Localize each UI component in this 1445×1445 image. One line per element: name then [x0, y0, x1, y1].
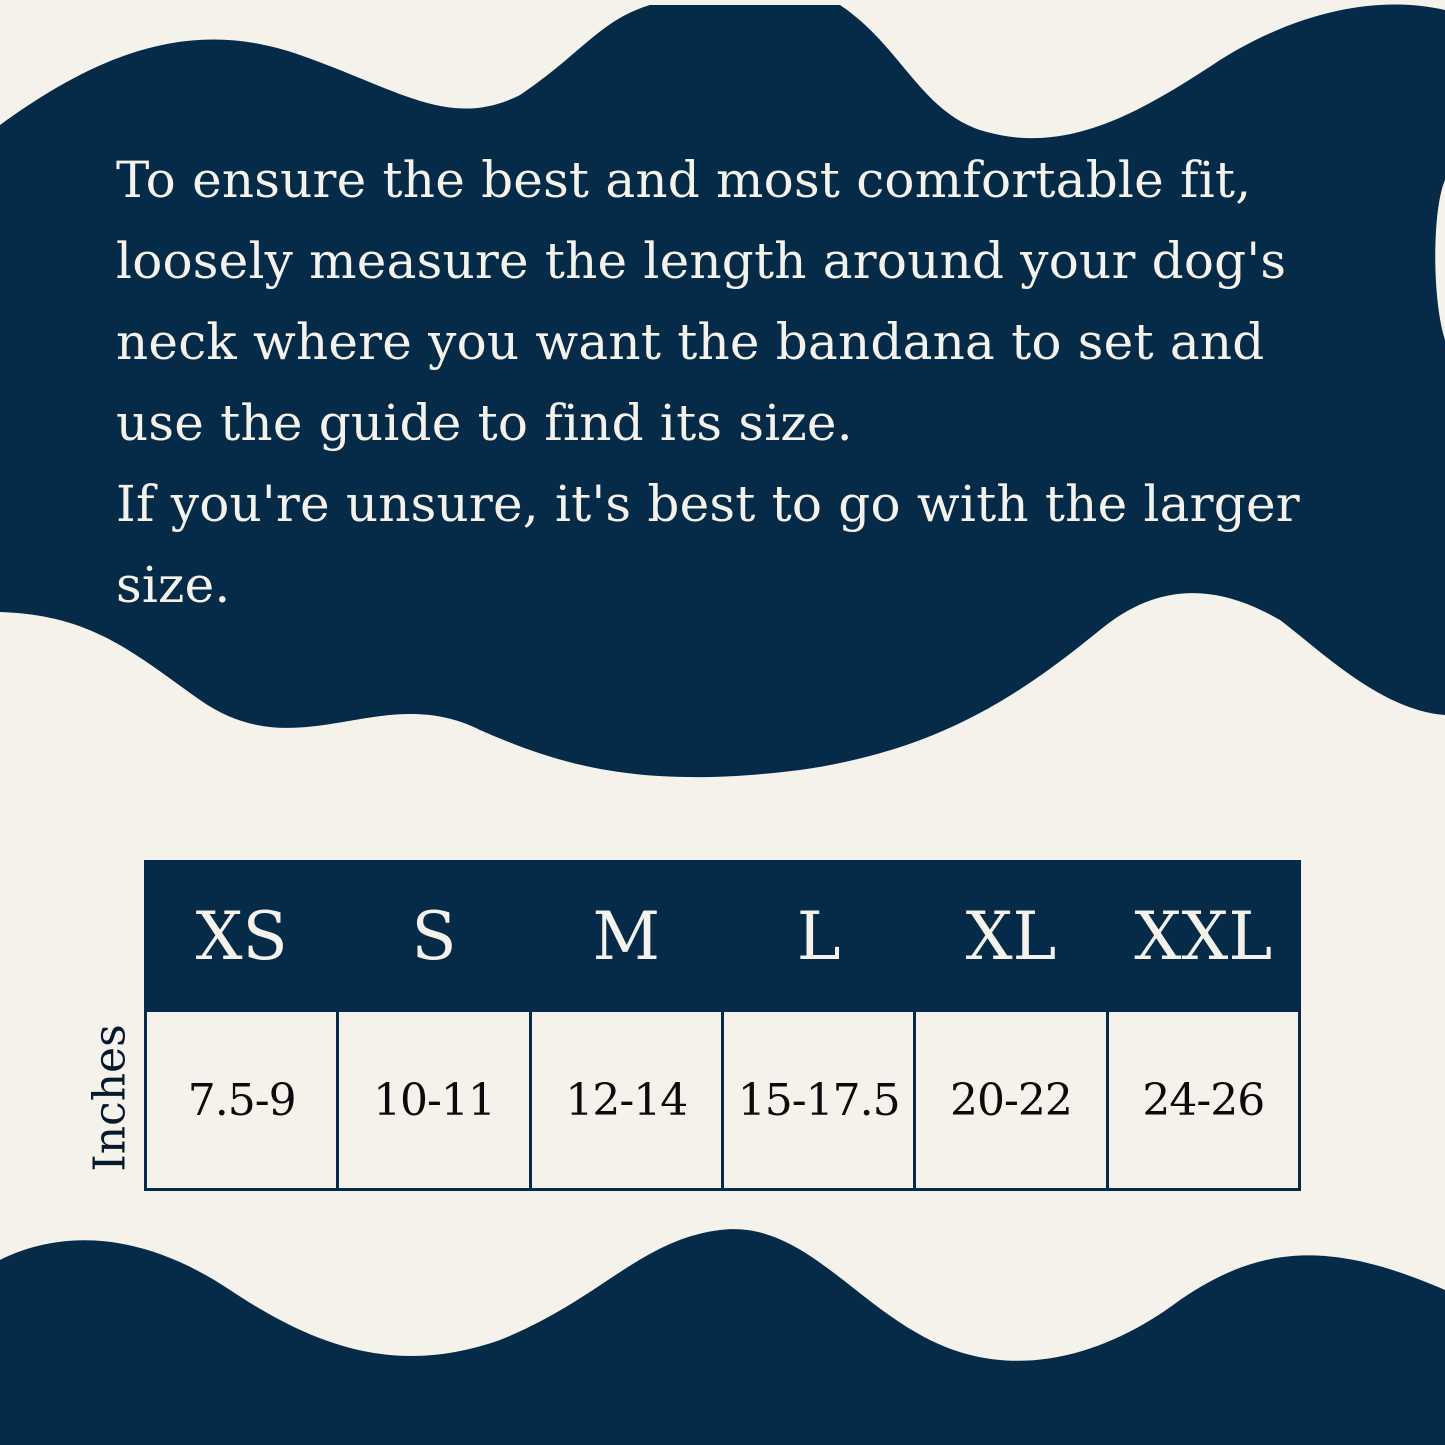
size-chart-table: [144, 860, 1301, 1191]
measurement-l: 15-17.5: [722, 1011, 914, 1190]
bottom-wave-shape: [0, 1229, 1445, 1445]
size-header-xs: XS: [146, 862, 338, 1011]
measurement-s: 10-11: [338, 1011, 530, 1190]
measurement-m: 12-14: [530, 1011, 722, 1190]
intro-line: use the guide to find its size.: [116, 394, 853, 452]
intro-line: neck where you want the bandana to set and: [116, 313, 1265, 371]
intro-text: [116, 140, 1396, 626]
intro-line: If you're unsure, it's best to go with the larger: [116, 475, 1300, 533]
unit-label-inches: Inches: [84, 1024, 136, 1172]
size-header-l: L: [722, 862, 914, 1011]
intro-line: To ensure the best and most comfortable fit,: [116, 151, 1252, 209]
size-header-xl: XL: [915, 862, 1107, 1011]
measurement-xs: 7.5-9: [146, 1011, 338, 1190]
measurement-row: [146, 1011, 1300, 1190]
size-header-m: M: [530, 862, 722, 1011]
size-header-xxl: XXL: [1107, 862, 1299, 1011]
measurement-xl: 20-22: [915, 1011, 1107, 1190]
intro-line: loosely measure the length around your dog's: [116, 232, 1287, 290]
measurement-xxl: 24-26: [1107, 1011, 1299, 1190]
size-header-s: S: [338, 862, 530, 1011]
intro-line: size.: [116, 556, 231, 614]
size-header-row: [146, 862, 1300, 1011]
